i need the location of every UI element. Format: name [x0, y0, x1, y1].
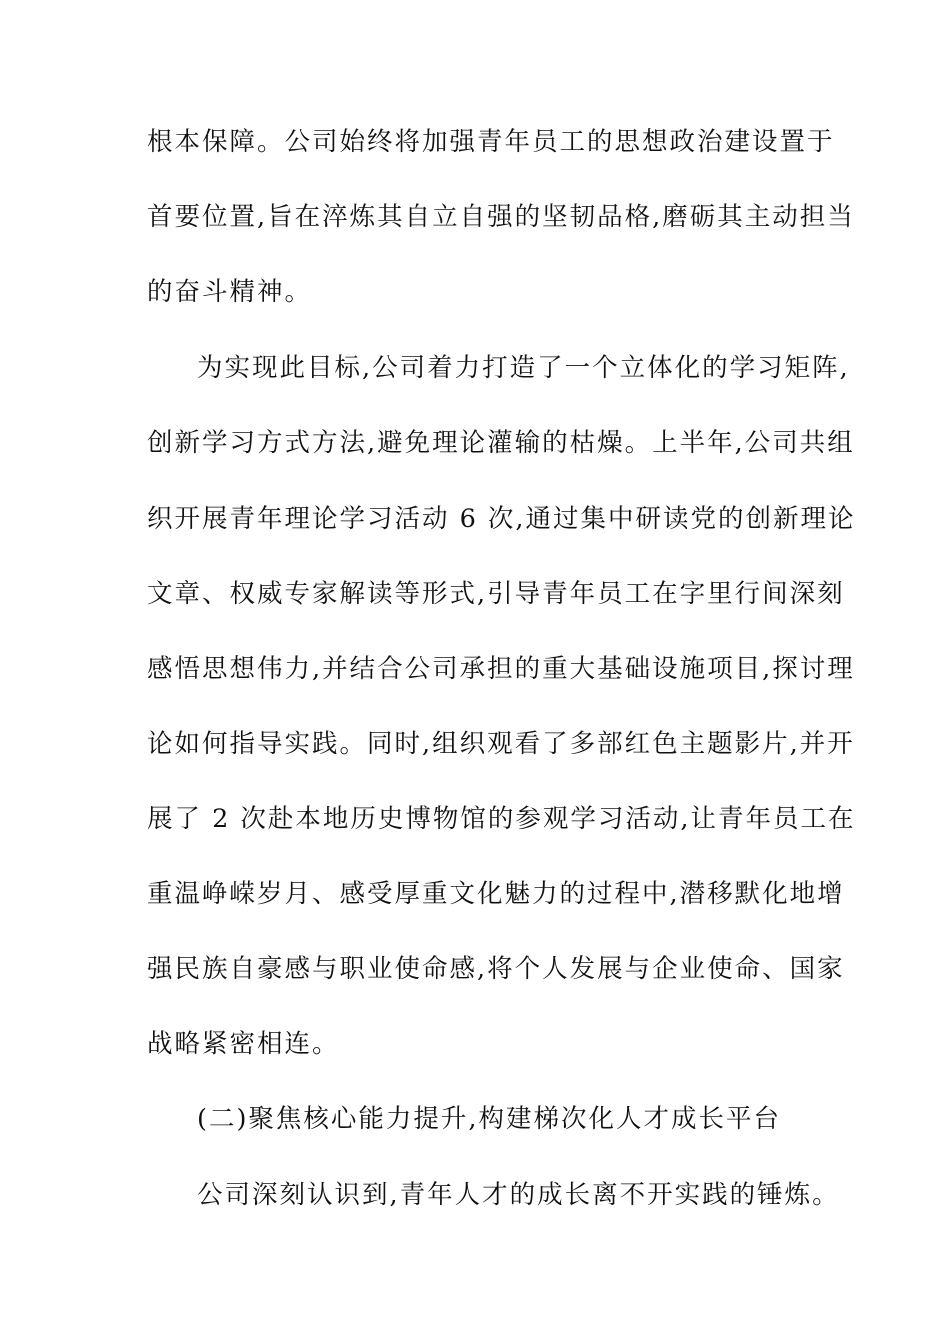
paragraph-line: 战略紧密相连。: [147, 1029, 340, 1059]
paragraph-line: 的奋斗精神。: [147, 277, 313, 307]
paragraph-line: 首要位置,旨在淬炼其自立自强的坚韧品格,磨砺其主动担当: [147, 202, 855, 232]
paragraph-line: 公司深刻认识到,青年人才的成长离不开实践的锤炼。: [197, 1180, 840, 1210]
paragraph-line: 重温峥嵘岁月、感受厚重文化魅力的过程中,潜移默化地增: [147, 879, 845, 909]
section-heading: (二)聚焦核心能力提升,构建梯次化人才成长平台: [197, 1104, 782, 1134]
paragraph-line: 创新学习方式方法,避免理论灌输的枯燥。上半年,公司共组: [147, 428, 855, 458]
paragraph-line: 感悟思想伟力,并结合公司承担的重大基础设施项目,探讨理: [147, 654, 855, 684]
paragraph-line: 文章、权威专家解读等形式,引导青年员工在字里行间深刻: [147, 579, 845, 609]
paragraph-line: 织开展青年理论学习活动 6 次,通过集中研读党的创新理论: [147, 504, 856, 534]
paragraph-line: 为实现此目标,公司着力打造了一个立体化的学习矩阵,: [197, 353, 850, 383]
paragraph-line: 论如何指导实践。同时,组织观看了多部红色主题影片,并开: [147, 729, 855, 759]
paragraph-line: 根本保障。公司始终将加强青年员工的思想政治建设置于: [147, 127, 835, 157]
paragraph-line: 强民族自豪感与职业使命感,将个人发展与企业使命、国家: [147, 954, 845, 984]
paragraph-line: 展了 2 次赴本地历史博物馆的参观学习活动,让青年员工在: [147, 804, 856, 834]
